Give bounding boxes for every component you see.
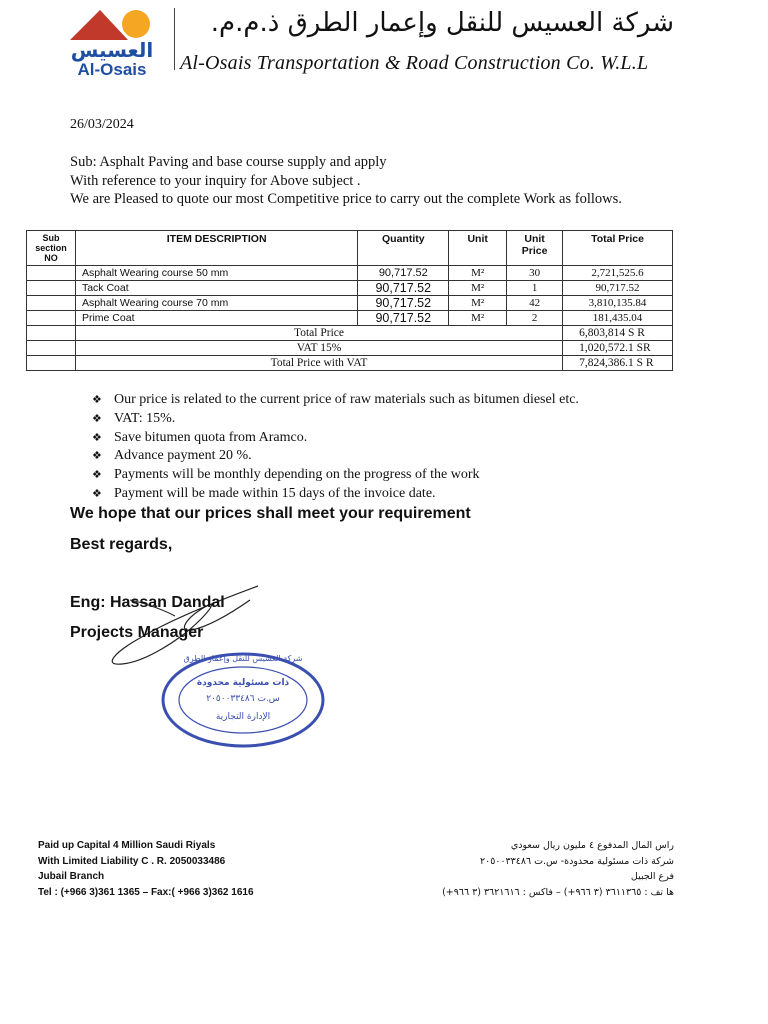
diamond-bullet-icon: ❖ xyxy=(92,487,102,500)
cell-sub xyxy=(27,266,76,281)
list-item xyxy=(92,485,579,504)
table-row xyxy=(27,296,673,311)
cell-unit: M² xyxy=(449,311,507,326)
list-item-text: Payment will be made within 15 days of the invoice date. xyxy=(114,485,436,501)
list-item-text: Advance payment 20 %. xyxy=(114,448,252,464)
footer-ar-phone: ها تف : ٣٦١١٣٦٥ (٣ ٩٦٦+) – فاكس : ٣٦٢١٦١٦ (٣ ٩٦٦+) xyxy=(442,886,674,898)
totals-row xyxy=(27,356,673,371)
stamp-top-text: شركة العسيس للنقل وإعمار الطرق xyxy=(183,654,303,663)
cell-unit-price: 2 xyxy=(507,311,563,326)
cell-description: Asphalt Wearing course 70 mm xyxy=(75,296,357,311)
col-header-description: ITEM DESCRIPTION xyxy=(75,231,357,266)
totals-row xyxy=(27,341,673,356)
company-stamp xyxy=(160,650,326,755)
table-row xyxy=(27,281,673,296)
list-item xyxy=(92,410,579,429)
list-item xyxy=(92,447,579,466)
letter-date: 26/03/2024 xyxy=(70,117,134,132)
table-row xyxy=(27,266,673,281)
col-header-total-price: Total Price xyxy=(563,231,673,266)
cell-total: 90,717.52 xyxy=(563,281,673,296)
cell-quantity: 90,717.52 xyxy=(358,311,449,326)
footer-branch: Jubail Branch xyxy=(38,871,105,882)
cell-sub xyxy=(27,326,76,341)
cell-sub xyxy=(27,281,76,296)
footer-liability: With Limited Liability C . R. 2050033486 xyxy=(38,855,226,867)
list-item xyxy=(92,391,579,410)
cell-description: Asphalt Wearing course 50 mm xyxy=(75,266,357,281)
cell-total: 181,435.04 xyxy=(563,311,673,326)
cell-unit-price: 1 xyxy=(507,281,563,296)
diamond-bullet-icon: ❖ xyxy=(92,431,102,444)
list-item xyxy=(92,429,579,448)
vat-label: VAT 15% xyxy=(75,341,562,356)
footer-arabic xyxy=(380,838,674,900)
stamp-line-3: الإدارة التجارية xyxy=(215,712,271,722)
cell-unit: M² xyxy=(449,266,507,281)
vat-value: 1,020,572.1 SR xyxy=(563,341,673,356)
cell-total: 3,810,135.84 xyxy=(563,296,673,311)
footer-ar-branch: فرع الجبيل xyxy=(630,871,674,882)
quotation-table xyxy=(26,230,673,371)
col-header-unit: Unit xyxy=(449,231,507,266)
cell-total: 2,721,525.6 xyxy=(563,266,673,281)
col-header-sub-section: Sub section NO xyxy=(27,231,76,266)
stamp-line-1: ذات مسئولية محدودة xyxy=(196,678,290,688)
cell-unit-price: 42 xyxy=(507,296,563,311)
best-regards: Best regards, xyxy=(70,536,173,553)
quote-line: We are Pleased to quote our most Competitive price to carry out the complete Work as follows. xyxy=(70,191,622,207)
total-price-label: Total Price xyxy=(75,326,562,341)
list-item xyxy=(92,466,579,485)
company-name-english: Al-Osais Transportation & Road Construction Co. W.L.L xyxy=(180,52,649,74)
footer-ar-capital: راس المال المدفوع ٤ مليون ريال سعودي xyxy=(510,840,674,851)
cell-sub xyxy=(27,311,76,326)
reference-line: With reference to your inquiry for Above subject . xyxy=(70,172,361,189)
cell-quantity: 90,717.52 xyxy=(358,281,449,296)
closing-statement: We hope that our prices shall meet your requirement xyxy=(70,505,471,522)
footer-phone: Tel : (+966 3)361 1365 – Fax:( +966 3)362 1616 xyxy=(38,886,254,898)
logo-english-name: Al-Osais xyxy=(77,60,147,79)
table-row xyxy=(27,311,673,326)
totals-row xyxy=(27,326,673,341)
col-header-quantity: Quantity xyxy=(358,231,449,266)
logo-arabic-name: العسيس xyxy=(70,38,154,62)
cell-description: Prime Coat xyxy=(75,311,357,326)
total-price-value: 6,803,814 S R xyxy=(563,326,673,341)
signatory-title: Projects Manager xyxy=(70,624,204,641)
total-with-vat-value: 7,824,386.1 S R xyxy=(563,356,673,371)
footer-ar-liability: شركة ذات مسئولية محدودة- س.ت ٢٠٥٠٠٣٣٤٨٦ xyxy=(480,855,674,867)
cell-description: Tack Coat xyxy=(75,281,357,296)
cell-quantity: 90,717.52 xyxy=(358,266,449,281)
diamond-bullet-icon: ❖ xyxy=(92,394,102,406)
signatory-name: Eng: Hassan Dandal xyxy=(70,594,225,611)
list-item-text: VAT: 15%. xyxy=(114,410,176,426)
terms-list xyxy=(92,391,579,504)
total-with-vat-label: Total Price with VAT xyxy=(75,356,562,371)
diamond-bullet-icon: ❖ xyxy=(92,450,102,463)
letterhead-divider xyxy=(174,8,175,70)
cell-sub xyxy=(27,356,76,371)
col-header-unit-price: Unit Price xyxy=(507,231,563,266)
letter-intro xyxy=(70,153,622,209)
company-name-arabic: شركة العسيس للنقل وإعمار الطرق ذ.م.م. xyxy=(210,8,674,38)
cell-unit: M² xyxy=(449,281,507,296)
table-header-row xyxy=(27,231,673,266)
cell-sub xyxy=(27,296,76,311)
list-item-text: Save bitumen quota from Aramco. xyxy=(114,429,308,445)
diamond-bullet-icon: ❖ xyxy=(92,412,102,425)
company-logo xyxy=(58,8,166,80)
cell-unit: M² xyxy=(449,296,507,311)
cell-quantity: 90,717.52 xyxy=(358,296,449,311)
cell-unit-price: 30 xyxy=(507,266,563,281)
diamond-bullet-icon: ❖ xyxy=(92,469,102,482)
subject-line: Sub: Asphalt Paving and base course supply and apply xyxy=(70,154,387,170)
footer-capital: Paid up Capital 4 Million Saudi Riyals xyxy=(38,840,216,851)
list-item-text: Our price is related to the current price of raw materials such as bitumen diesel etc. xyxy=(114,392,579,407)
cell-sub xyxy=(27,341,76,356)
stamp-line-2: س.ت ٢٠٥٠٠٣٣٤٨٦ xyxy=(206,694,280,704)
list-item-text: Payments will be monthly depending on the progress of the work xyxy=(114,467,480,483)
footer-english xyxy=(38,838,254,900)
